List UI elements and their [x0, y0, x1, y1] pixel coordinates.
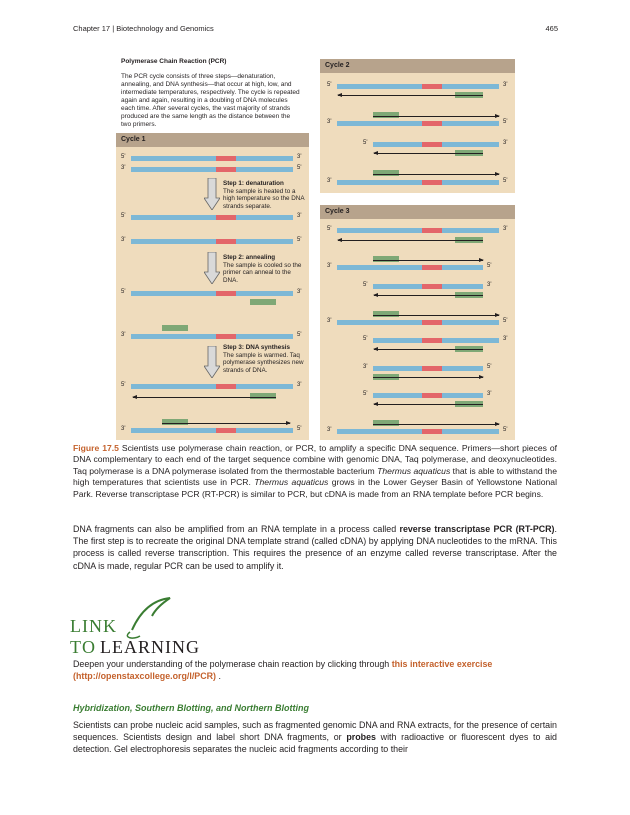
strand-end-label: 5' [363, 140, 368, 146]
strand-end-label: 5' [297, 426, 302, 432]
body-paragraph [73, 523, 557, 572]
logo-o-text: O [82, 637, 96, 657]
strand-end-label: 3' [297, 213, 302, 219]
synthesis-arrow [162, 423, 290, 424]
target-sequence [422, 393, 442, 398]
dna-strand [337, 228, 499, 233]
para-text: . The first step is to recreate the original DNA template strand (called cDNA) by applying DNA nucleotides to the mRNA. This process is called reverse transcription. This requires the presence of an enzyme called reverse transcriptase. After the cDNA is made, regular PCR can be used to amplify it. [73, 524, 557, 571]
dna-strand [337, 429, 499, 434]
dna-strand [373, 284, 483, 289]
strand-end-label: 3' [503, 140, 508, 146]
primer [162, 325, 188, 331]
caption-text: that is able to withstand the high temperatures that scientists use in PCR. [73, 465, 557, 488]
synthesis-arrow [338, 95, 483, 96]
synthesis-arrow [133, 397, 276, 398]
target-sequence [422, 265, 442, 270]
target-sequence [216, 215, 236, 220]
strand-end-label: 5' [121, 382, 126, 388]
step2-text: The sample is cooled so the primer can anneal to the DNA. [223, 261, 302, 284]
para-text: Scientists can probe nucleic acid samples, such as fragmented genomic DNA and RNA extracts, for the presence of certain sequences. Scientists design and label short DNA fragments, or [73, 720, 557, 743]
strand-end-label: 5' [503, 178, 508, 184]
strand-end-label: 5' [327, 226, 332, 232]
section-subheading: Hybridization, Southern Blotting, and Northern Blotting [73, 703, 309, 713]
step2-label [223, 254, 305, 284]
synthesis-arrow [373, 174, 499, 175]
target-sequence [216, 291, 236, 296]
link-to-learning-logo [70, 592, 250, 657]
target-sequence [216, 334, 236, 339]
synthesis-arrow [374, 295, 483, 296]
strand-end-label: 3' [487, 391, 492, 397]
strand-end-label: 3' [121, 237, 126, 243]
cycle2-panel [320, 59, 515, 193]
para-text: DNA fragments can also be amplified from an RNA template in a process called [73, 524, 400, 534]
strand-end-label: 5' [487, 364, 492, 370]
primer [373, 170, 399, 176]
strand-end-label: 5' [363, 282, 368, 288]
strand-end-label: 3' [121, 165, 126, 171]
target-sequence [216, 156, 236, 161]
dna-strand [337, 84, 499, 89]
step2-arrow-icon [204, 252, 220, 284]
dna-strand [131, 167, 293, 172]
strand-end-label: 3' [327, 119, 332, 125]
primer [373, 256, 399, 262]
strand-end-label: 5' [503, 427, 508, 433]
step1-text: The sample is heated to a high temperature so the DNA strands separate. [223, 187, 305, 210]
target-sequence [422, 84, 442, 89]
caption-text: Scientists use polymerase chain reaction, or PCR, to amplify a specific DNA sequence. Primers—short pieces of DNA complementary to each end of the target sequence combine with genomic DNA, Taq polymerase, and deoxynucleotides. Taq polymerase is a DNA polymerase isolated from the thermostable bacterium [73, 443, 558, 476]
strand-end-label: 3' [297, 382, 302, 388]
strand-end-label: 3' [297, 289, 302, 295]
primer [373, 420, 399, 426]
target-sequence [216, 239, 236, 244]
logo-link-text: LINK T [70, 616, 117, 657]
target-sequence [216, 384, 236, 389]
strand-end-label: 3' [503, 336, 508, 342]
target-sequence [422, 284, 442, 289]
step3-arrow-icon [204, 346, 220, 378]
step3-text: The sample is warmed. Taq polymerase synthesizes new strands of DNA. [223, 351, 304, 374]
term-rt-pcr: reverse transcriptase PCR (RT-PCR) [399, 524, 555, 534]
term-probes: probes [346, 732, 376, 743]
strand-end-label: 5' [363, 336, 368, 342]
target-sequence [216, 428, 236, 433]
interactive-exercise-link[interactable]: this interactive exercise (http://openstaxcollege.org/l/PCR) [73, 659, 493, 682]
chapter-header: Chapter 17 | Biotechnology and Genomics [73, 24, 214, 33]
dna-strand [373, 338, 499, 343]
strand-end-label: 3' [503, 82, 508, 88]
synthesis-arrow [374, 349, 483, 350]
strand-end-label: 5' [487, 263, 492, 269]
synthesis-arrow [373, 377, 483, 378]
strand-end-label: 3' [327, 263, 332, 269]
strand-end-label: 5' [121, 289, 126, 295]
logo-learning-text: LEARNING [100, 637, 200, 657]
cycle1-header: Cycle 1 [116, 133, 309, 147]
strand-end-label: 5' [297, 165, 302, 171]
primer [162, 419, 188, 425]
para-text: . [216, 671, 221, 682]
strand-end-label: 5' [121, 213, 126, 219]
dna-strand [337, 265, 483, 270]
strand-end-label: 3' [363, 364, 368, 370]
strand-end-label: 3' [327, 318, 332, 324]
step1-label [223, 180, 305, 210]
strand-end-label: 5' [363, 391, 368, 397]
step3-title: Step 3: DNA synthesis [223, 344, 290, 351]
synthesis-arrow [374, 404, 483, 405]
target-sequence [422, 429, 442, 434]
figure-caption [73, 443, 557, 500]
dna-strand [131, 428, 293, 433]
caption-species: Thermus aquaticus [377, 465, 451, 476]
step1-arrow-icon [204, 178, 220, 210]
strand-end-label: 5' [297, 332, 302, 338]
step1-title: Step 1: denaturation [223, 180, 284, 187]
dna-strand [131, 291, 293, 296]
step3-label [223, 344, 305, 374]
synthesis-arrow [373, 260, 483, 261]
strand-end-label: 5' [121, 154, 126, 160]
strand-end-label: 3' [327, 178, 332, 184]
synthesis-arrow [338, 240, 483, 241]
link-paragraph [73, 658, 557, 682]
page-number: 465 [545, 24, 558, 33]
primer [373, 112, 399, 118]
dna-strand [337, 180, 499, 185]
target-sequence [422, 228, 442, 233]
body-paragraph [73, 719, 557, 756]
para-text: Deepen your understanding of the polymerase chain reaction by clicking through [73, 659, 392, 669]
synthesis-arrow [373, 116, 499, 117]
synthesis-arrow [374, 153, 483, 154]
figure-intro [121, 58, 301, 129]
synthesis-arrow [373, 315, 499, 316]
strand-end-label: 5' [503, 119, 508, 125]
dna-strand [131, 334, 293, 339]
dna-strand [131, 384, 293, 389]
dna-strand [131, 156, 293, 161]
para-text: with radioactive or fluorescent dyes to aid detection. Gel electrophoresis separates the nucleic acid fragments according to their [73, 732, 557, 755]
target-sequence [422, 121, 442, 126]
dna-strand [373, 142, 499, 147]
strand-end-label: 3' [487, 282, 492, 288]
strand-end-label: 5' [297, 237, 302, 243]
strand-end-label: 5' [327, 82, 332, 88]
figure-intro-text: The PCR cycle consists of three steps—denaturation, annealing, and DNA synthesis—that occur at high, low, and intermediate temperatures, respectively. The cycle is repeated again and again, resulting in a doubling of DNA molecules each time. After several cycles, the vast majority of strands produced are the same length as the distance between the two primers. [121, 73, 300, 128]
dna-strand [373, 393, 483, 398]
dna-strand [337, 121, 499, 126]
dna-strand [337, 320, 499, 325]
target-sequence [422, 366, 442, 371]
dna-strand [131, 215, 293, 220]
strand-end-label: 5' [503, 318, 508, 324]
cycle3-header: Cycle 3 [320, 205, 515, 219]
strand-end-label: 3' [327, 427, 332, 433]
synthesis-arrow [373, 424, 499, 425]
dna-strand [373, 366, 483, 371]
target-sequence [216, 167, 236, 172]
step2-title: Step 2: annealing [223, 254, 276, 261]
caption-text: grows in the Lower Geyser Basin of Yellowstone National Park. Reverse transcriptase PCR (RT-PCR) is similar to PCR, but cDNA is made from an RNA template before PCR begins. [73, 477, 557, 499]
strand-end-label: 3' [121, 426, 126, 432]
figure-title: Polymerase Chain Reaction (PCR) [121, 58, 227, 65]
target-sequence [422, 338, 442, 343]
target-sequence [422, 142, 442, 147]
primer [250, 299, 276, 305]
strand-end-label: 3' [503, 226, 508, 232]
figure-label: Figure 17.5 [73, 443, 119, 453]
primer [250, 393, 276, 399]
target-sequence [422, 180, 442, 185]
strand-end-label: 3' [121, 332, 126, 338]
dna-strand [131, 239, 293, 244]
target-sequence [422, 320, 442, 325]
caption-species: Thermus aquaticus [254, 477, 329, 488]
strand-end-label: 3' [297, 154, 302, 160]
cycle2-header: Cycle 2 [320, 59, 515, 73]
primer [373, 311, 399, 317]
